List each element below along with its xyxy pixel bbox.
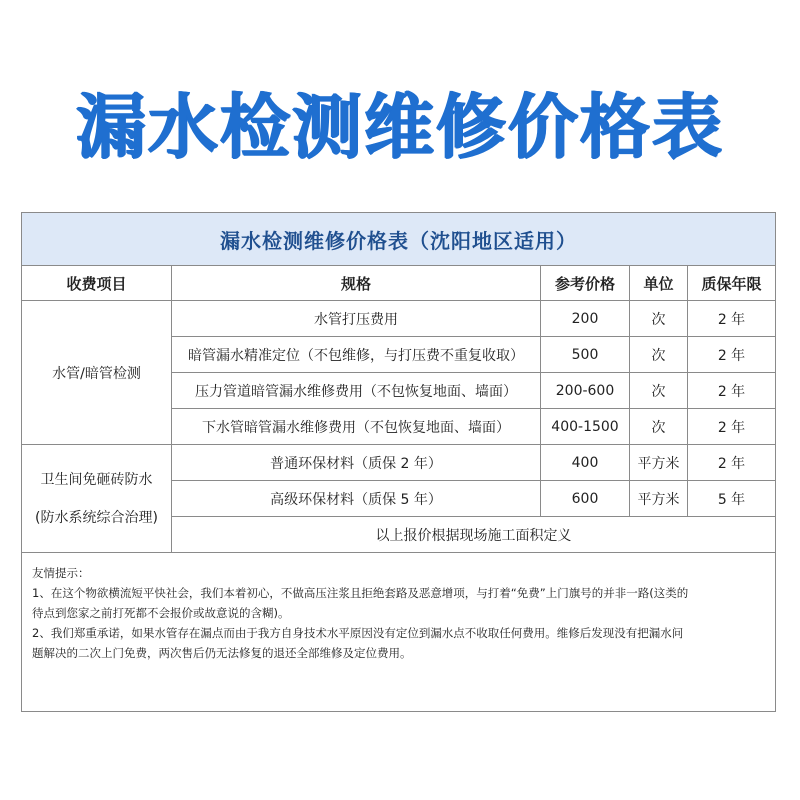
group-label-waterproofing	[22, 445, 172, 553]
note-line: 1、在这个物欲横流短平快社会，我们本着初心，不做高压注浆且拒绝套路及恶意增项，与打着“免费”上门旗号的并非一路(这类的	[32, 586, 689, 600]
group-label-text: 卫生间免砸砖防水	[40, 471, 153, 488]
header-warranty: 质保年限	[688, 266, 776, 301]
row-unit: 平方米	[630, 481, 688, 517]
row-spec: 普通环保材料（质保 2 年）	[172, 445, 541, 481]
row-spec: 暗管漏水精准定位（不包维修，与打压费不重复收取）	[172, 337, 541, 373]
row-spec: 水管打压费用	[172, 301, 541, 337]
price-footnote: 以上报价根据现场施工面积定义	[172, 517, 776, 553]
notes-row	[22, 553, 776, 712]
row-unit: 次	[630, 373, 688, 409]
row-warranty: 2 年	[688, 301, 776, 337]
row-warranty: 2 年	[688, 445, 776, 481]
header-item: 收费项目	[22, 266, 172, 301]
row-unit: 次	[630, 409, 688, 445]
note-line: 题解决的二次上门免费，两次售后仍无法修复的退还全部维修及定位费用。	[32, 646, 412, 660]
group-label-spacer	[22, 491, 171, 507]
row-warranty: 2 年	[688, 409, 776, 445]
table-header-row	[22, 266, 776, 301]
note-line: 2、我们郑重承诺，如果水管存在漏点而由于我方自身技术水平原因没有定位到漏水点不收取任何费用。维修后发现没有把漏水问	[32, 626, 684, 640]
row-price: 400-1500	[541, 409, 630, 445]
row-warranty: 5 年	[688, 481, 776, 517]
row-spec: 下水管暗管漏水维修费用（不包恢复地面、墙面）	[172, 409, 541, 445]
notes-heading: 友情提示：	[32, 566, 90, 580]
group-sublabel-text: (防水系统综合治理)	[35, 509, 158, 526]
row-unit: 次	[630, 301, 688, 337]
row-price: 200	[541, 301, 630, 337]
row-price: 500	[541, 337, 630, 373]
table-banner: 漏水检测维修价格表（沈阳地区适用）	[22, 213, 776, 266]
row-warranty: 2 年	[688, 373, 776, 409]
header-spec: 规格	[172, 266, 541, 301]
row-price: 400	[541, 445, 630, 481]
row-warranty: 2 年	[688, 337, 776, 373]
row-spec: 高级环保材料（质保 5 年）	[172, 481, 541, 517]
row-unit: 平方米	[630, 445, 688, 481]
page-title: 漏水检测维修价格表	[76, 86, 724, 168]
price-table	[21, 212, 776, 712]
header-price: 参考价格	[541, 266, 630, 301]
notes-section	[22, 553, 776, 712]
table-row	[22, 445, 776, 481]
header-unit: 单位	[630, 266, 688, 301]
row-unit: 次	[630, 337, 688, 373]
row-spec: 压力管道暗管漏水维修费用（不包恢复地面、墙面）	[172, 373, 541, 409]
row-price: 600	[541, 481, 630, 517]
table-row	[22, 301, 776, 337]
row-price: 200-600	[541, 373, 630, 409]
note-line: 待点到您家之前打死都不会报价或故意说的含糊)。	[32, 606, 290, 620]
group-label-pipe-detection: 水管/暗管检测	[22, 301, 172, 445]
